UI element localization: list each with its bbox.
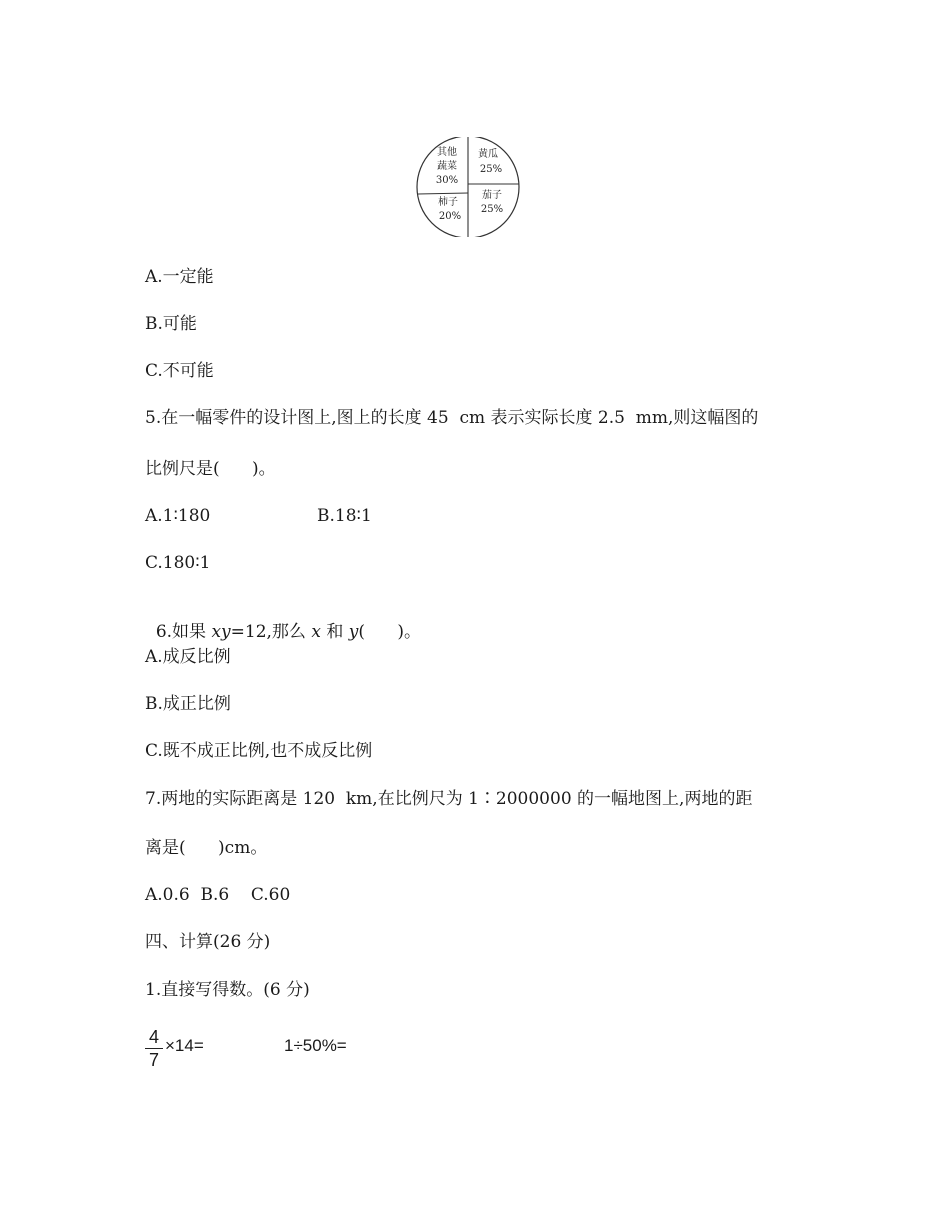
slice-label-other-line2: 蔬菜: [437, 161, 457, 172]
q7-stem-line1: 7.两地的实际距离是 120 km,在比例尺为 1∶2000000 的一幅地图上,两地的距: [145, 789, 753, 809]
q6-var-xy: xy: [211, 622, 231, 642]
q4-option-a: A.一定能: [145, 267, 214, 287]
fraction-numerator: 4: [148, 1027, 159, 1047]
calc-expr-2: 1÷50%=: [284, 1036, 347, 1055]
pie-divider-left: [418, 193, 468, 194]
q4-option-b: B.可能: [145, 314, 197, 334]
q5-option-b: B.18∶1: [317, 506, 372, 526]
pie-chart-svg: [414, 137, 522, 237]
slice-value-eggplant: 25%: [480, 204, 504, 215]
slice-value-cucumber: 25%: [479, 164, 503, 175]
q6-eq: =12,那么: [230, 622, 312, 642]
slice-value-other: 30%: [435, 175, 459, 186]
slice-label-tomato: 柿子: [438, 197, 458, 208]
q6-prefix: 6.如果: [155, 622, 212, 642]
q6-var-x: x: [311, 622, 321, 642]
section-4-title: 四、计算(26 分): [145, 932, 271, 952]
slice-value-tomato: 20%: [438, 211, 462, 222]
fraction-denominator: 7: [148, 1050, 159, 1070]
q7-options: A.0.6 B.6 C.60: [145, 885, 291, 905]
q5-stem-line2: 比例尺是( )。: [145, 459, 276, 479]
q5-stem-line1: 5.在一幅零件的设计图上,图上的长度 45 cm 表示实际长度 2.5 mm,则这幅图的: [145, 408, 759, 428]
q6-option-b: B.成正比例: [145, 694, 231, 714]
fraction-four-sevenths: [145, 1027, 163, 1070]
q7-stem-line2: 离是( )cm。: [145, 838, 268, 858]
q6-stem: [145, 599, 421, 643]
calc-expr-1: ×14=: [165, 1036, 204, 1055]
q5-option-a: A.1∶180: [145, 506, 211, 526]
q5-option-c: C.180∶1: [145, 553, 211, 573]
slice-label-eggplant: 茄子: [482, 190, 502, 201]
q6-and: 和: [320, 622, 349, 642]
slice-label-other-line1: 其他: [437, 147, 457, 158]
q4-option-c: C.不可能: [145, 361, 214, 381]
fraction-bar: [145, 1048, 163, 1049]
slice-label-cucumber: 黄瓜: [478, 149, 498, 160]
q6-option-c: C.既不成正比例,也不成反比例: [145, 741, 373, 761]
q6-var-y: y: [348, 622, 359, 642]
q6-suffix: ( )。: [358, 622, 422, 642]
section-4-sub-1: 1.直接写得数。(6 分): [145, 980, 310, 1000]
pie-chart: [414, 137, 522, 237]
q6-option-a: A.成反比例: [145, 647, 231, 667]
